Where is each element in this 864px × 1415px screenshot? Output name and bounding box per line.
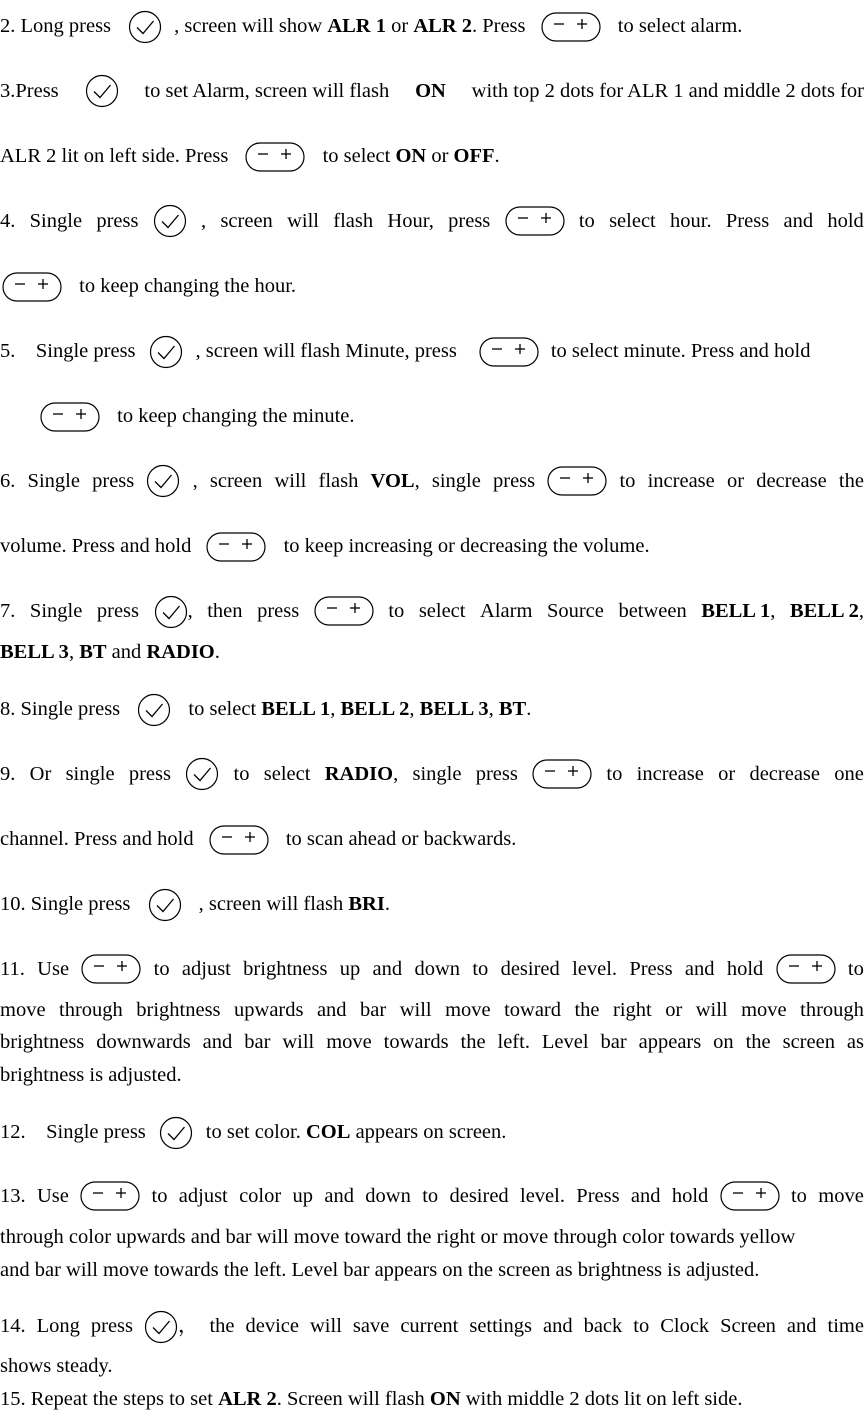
word: ,: [770, 600, 776, 622]
text: ALR 2 lit on left side. Press: [0, 145, 229, 167]
word: and: [372, 958, 403, 980]
word: 4.: [0, 210, 16, 232]
word: brightness: [0, 1031, 85, 1053]
step-3-line-2: [0, 140, 864, 172]
word: through: [59, 999, 123, 1021]
text: and bar will move towards the left. Level bar appears on the screen as brightness is adjusted.: [0, 1259, 760, 1281]
confirm-button-icon: [148, 888, 182, 922]
text: to select alarm.: [617, 15, 743, 37]
word: hold: [671, 1185, 709, 1207]
word: press: [96, 210, 139, 232]
word: or: [718, 763, 736, 785]
minus-plus-button-icon: [479, 337, 539, 367]
on-label: ON: [395, 145, 427, 167]
word: Level: [541, 1031, 589, 1053]
word: then: [207, 600, 243, 622]
text: .: [384, 893, 390, 915]
word: back: [583, 1315, 623, 1337]
minus-plus-button-icon: [505, 206, 565, 236]
word: press: [96, 600, 140, 622]
text: , screen will flash Minute, press: [195, 340, 457, 362]
word: upwards: [234, 999, 304, 1021]
word: Clock: [660, 1315, 710, 1337]
word: desired: [449, 1185, 509, 1207]
text: to keep changing the minute.: [117, 405, 355, 427]
minus-plus-button-icon: [40, 402, 100, 432]
text: to keep increasing or decreasing the volume.: [283, 535, 650, 557]
word: will: [287, 210, 319, 232]
minus-plus-button-icon: [206, 532, 266, 562]
text: ,: [68, 641, 75, 663]
word: right: [613, 999, 652, 1021]
vol-label: VOL: [370, 470, 415, 492]
word: will: [399, 999, 432, 1021]
alr2-label: ALR 2: [218, 1388, 277, 1410]
word: to: [633, 1315, 650, 1337]
word: and: [783, 210, 814, 232]
word: appears: [638, 1031, 702, 1053]
word: Single: [29, 210, 83, 232]
word: bar: [360, 999, 387, 1021]
text: ,: [488, 698, 494, 720]
text: .: [494, 145, 500, 167]
word: bar: [244, 1031, 271, 1053]
word: to: [606, 763, 623, 785]
word: Hour,: [387, 210, 434, 232]
bell2-label: BELL 2: [340, 698, 410, 720]
word: single: [65, 763, 115, 785]
text: to scan ahead or backwards.: [285, 828, 517, 850]
word: toward: [504, 999, 562, 1021]
word: ,: [187, 600, 193, 622]
word: increase: [636, 763, 704, 785]
word: to: [847, 958, 864, 980]
word: and: [324, 1185, 354, 1207]
word: and: [542, 1315, 573, 1337]
word: increase: [647, 470, 715, 492]
text: channel. Press and hold: [0, 828, 194, 850]
word: Single: [27, 470, 80, 492]
word: and: [316, 999, 347, 1021]
text: volume. Press and hold: [0, 535, 192, 557]
word: level.: [572, 958, 618, 980]
radio-label: RADIO: [324, 763, 394, 785]
text: or: [391, 15, 409, 37]
text: , screen will show: [174, 15, 323, 37]
text: 10. Single press: [0, 893, 131, 915]
text: to set Alarm, screen will flash: [144, 80, 390, 102]
text: or: [431, 145, 449, 167]
word: Long: [36, 1315, 80, 1337]
text: to keep changing the hour.: [79, 275, 297, 297]
word: as: [846, 1031, 864, 1053]
step-7-line-2: [0, 636, 864, 668]
word: will: [282, 1031, 315, 1053]
step-5-line-2: [0, 400, 864, 432]
text: 2. Long press: [0, 15, 112, 37]
word: between: [618, 600, 687, 622]
word: downwards: [96, 1031, 191, 1053]
word: the: [574, 999, 600, 1021]
step-10-line: [0, 888, 864, 920]
word: towards: [383, 1031, 449, 1053]
word: select: [609, 210, 656, 232]
text: ,: [409, 698, 415, 720]
bell1-label: BELL 1: [261, 698, 331, 720]
bt-label: BT: [79, 641, 107, 663]
word: to: [388, 600, 405, 622]
word: move: [445, 999, 491, 1021]
word: press: [92, 470, 135, 492]
confirm-button-icon: [128, 10, 162, 44]
word: press: [257, 600, 300, 622]
confirm-button-icon: [153, 204, 187, 238]
word: on: [713, 1031, 734, 1053]
step-6-line-1: [0, 465, 864, 497]
text: to select minute. Press and hold: [550, 340, 811, 362]
word: ,: [414, 470, 420, 492]
confirm-button-icon: [146, 464, 180, 498]
word: 14.: [0, 1315, 26, 1337]
word: Use: [36, 1185, 69, 1207]
step-11-line-4: [0, 1059, 864, 1091]
minus-plus-button-icon: [80, 1181, 140, 1211]
confirm-button-icon: [159, 1116, 193, 1150]
text: brightness is adjusted.: [0, 1064, 182, 1086]
word: to: [422, 1185, 439, 1207]
word: bar: [600, 1031, 627, 1053]
bri-label: BRI: [348, 893, 385, 915]
word: the: [838, 470, 864, 492]
bt-label: BT: [498, 698, 527, 720]
word: Press: [576, 1185, 620, 1207]
text: , screen will flash: [198, 893, 344, 915]
step-6-line-2: [0, 530, 864, 562]
word: hour.: [670, 210, 712, 232]
word: brightness: [136, 999, 221, 1021]
word: to: [472, 958, 489, 980]
minus-plus-button-icon: [2, 272, 62, 302]
word: hold: [726, 958, 764, 980]
step-14-line-1: [0, 1310, 864, 1342]
word: screen: [209, 470, 263, 492]
step-13-line-2: [0, 1221, 864, 1253]
word: to: [619, 470, 636, 492]
word: ,: [393, 763, 399, 785]
word: decrease: [749, 763, 821, 785]
text: .: [526, 698, 532, 720]
word: device: [245, 1315, 300, 1337]
radio-label: RADIO: [146, 641, 215, 663]
step-12-line: [0, 1116, 864, 1148]
word: Screen: [720, 1315, 776, 1337]
word: single: [412, 763, 462, 785]
word: or: [665, 999, 683, 1021]
on-label: ON: [429, 1388, 461, 1410]
word: desired: [500, 958, 560, 980]
alr2-label: ALR 2: [413, 15, 472, 37]
step-11-line-1: [0, 953, 864, 985]
confirm-button-icon: [144, 1310, 178, 1344]
confirm-button-icon: [154, 595, 188, 629]
word: time: [827, 1315, 864, 1337]
word: move: [818, 1185, 864, 1207]
step-8-line: [0, 693, 864, 725]
word: to: [153, 958, 170, 980]
minus-plus-button-icon: [541, 12, 601, 42]
step-14-line-2: [0, 1350, 864, 1382]
word: 9.: [0, 763, 16, 785]
word: and: [684, 958, 715, 980]
word: Or: [29, 763, 52, 785]
word: Alarm: [480, 600, 533, 622]
step-4-line-1: [0, 205, 864, 237]
confirm-button-icon: [149, 335, 183, 369]
text: appears on screen.: [355, 1121, 507, 1143]
text: and: [111, 641, 142, 663]
word: 11.: [0, 958, 25, 980]
word: ,: [192, 470, 198, 492]
word: down: [365, 1185, 411, 1207]
step-11-line-3: [0, 1026, 864, 1058]
word: will: [310, 1315, 342, 1337]
confirm-button-icon: [85, 74, 119, 108]
text: 15. Repeat the steps to set: [0, 1388, 213, 1410]
word: adjust: [178, 1185, 228, 1207]
word: current: [400, 1315, 459, 1337]
text: 5. Single press: [0, 340, 136, 362]
step-9-line-1: [0, 758, 864, 790]
word: left.: [497, 1031, 530, 1053]
word: save: [352, 1315, 390, 1337]
word: Single: [29, 600, 83, 622]
word: ,: [201, 210, 207, 232]
word: ,: [858, 600, 864, 622]
word: to: [151, 1185, 168, 1207]
on-label: ON: [415, 80, 446, 102]
word: hold: [827, 210, 864, 232]
text: . Screen will flash: [276, 1388, 425, 1410]
minus-plus-button-icon: [776, 954, 836, 984]
text: shows steady.: [0, 1355, 113, 1377]
bell3-label: BELL 3: [0, 641, 69, 663]
word: press: [448, 210, 491, 232]
word: to: [790, 1185, 807, 1207]
step-3-line-1: [0, 75, 864, 107]
text: . Press: [471, 15, 526, 37]
word: 13.: [0, 1185, 26, 1207]
word: screen: [782, 1031, 835, 1053]
off-label: OFF: [453, 145, 495, 167]
word: through: [800, 999, 864, 1021]
word: adjust: [181, 958, 231, 980]
text: to select: [322, 145, 391, 167]
step-11-line-2: [0, 994, 864, 1026]
word: move: [326, 1031, 372, 1053]
word: one: [834, 763, 864, 785]
text: 12. Single press: [0, 1121, 146, 1143]
word: up: [339, 958, 361, 980]
word: and: [630, 1185, 661, 1207]
step-4-line-2: [0, 270, 864, 302]
word: settings: [469, 1315, 532, 1337]
word: press: [90, 1315, 134, 1337]
text: with top 2 dots for ALR 1 and middle 2 dots for: [471, 80, 864, 102]
word: will: [274, 470, 307, 492]
word: color: [239, 1185, 282, 1207]
word: to: [233, 763, 250, 785]
word: ，: [178, 1315, 199, 1337]
word: the: [745, 1031, 771, 1053]
confirm-button-icon: [137, 693, 171, 727]
step-2-line: [0, 10, 864, 42]
word: press: [475, 763, 518, 785]
text: through color upwards and bar will move toward the right or move through color towards yellow: [0, 1226, 796, 1248]
word: press: [128, 763, 171, 785]
word: the: [209, 1315, 235, 1337]
alr1-label: ALR 1: [327, 15, 386, 37]
minus-plus-button-icon: [720, 1181, 780, 1211]
word: or: [726, 470, 745, 492]
col-label: COL: [306, 1121, 351, 1143]
word: Use: [37, 958, 70, 980]
step-9-line-2: [0, 823, 864, 855]
word: press: [493, 470, 536, 492]
word: screen: [220, 210, 273, 232]
word: and: [786, 1315, 817, 1337]
bell2-label: BELL 2: [789, 600, 859, 622]
step-15-line: [0, 1383, 864, 1415]
word: move: [741, 999, 787, 1021]
word: Source: [546, 600, 604, 622]
minus-plus-button-icon: [81, 954, 141, 984]
word: move: [0, 999, 46, 1021]
word: select: [418, 600, 466, 622]
minus-plus-button-icon: [209, 825, 269, 855]
confirm-button-icon: [185, 757, 219, 791]
word: the: [460, 1031, 486, 1053]
word: and: [202, 1031, 233, 1053]
step-5-line-1: [0, 335, 864, 367]
word: will: [695, 999, 728, 1021]
minus-plus-button-icon: [314, 596, 374, 626]
word: Press: [629, 958, 673, 980]
text: to set color.: [205, 1121, 301, 1143]
word: brightness: [243, 958, 328, 980]
minus-plus-button-icon: [245, 142, 305, 172]
word: 6.: [0, 470, 16, 492]
minus-plus-button-icon: [532, 759, 592, 789]
word: 7.: [0, 600, 16, 622]
text: to select: [188, 698, 257, 720]
word: single: [431, 470, 481, 492]
step-13-line-1: [0, 1180, 864, 1212]
word: Press: [725, 210, 770, 232]
minus-plus-button-icon: [547, 466, 607, 496]
word: up: [292, 1185, 314, 1207]
step-13-line-3: [0, 1254, 864, 1286]
bell1-label: BELL 1: [701, 600, 771, 622]
word: down: [414, 958, 461, 980]
word: select: [263, 763, 311, 785]
word: decrease: [756, 470, 827, 492]
word: level.: [520, 1185, 565, 1207]
word: flash: [318, 470, 359, 492]
word: flash: [333, 210, 374, 232]
step-7-line-1: [0, 595, 864, 627]
text: ,: [330, 698, 336, 720]
text: with middle 2 dots lit on left side.: [465, 1388, 743, 1410]
word: to: [578, 210, 595, 232]
bell3-label: BELL 3: [419, 698, 489, 720]
text: 3.Press: [0, 80, 59, 102]
text: .: [214, 641, 220, 663]
text: 8. Single press: [0, 698, 121, 720]
